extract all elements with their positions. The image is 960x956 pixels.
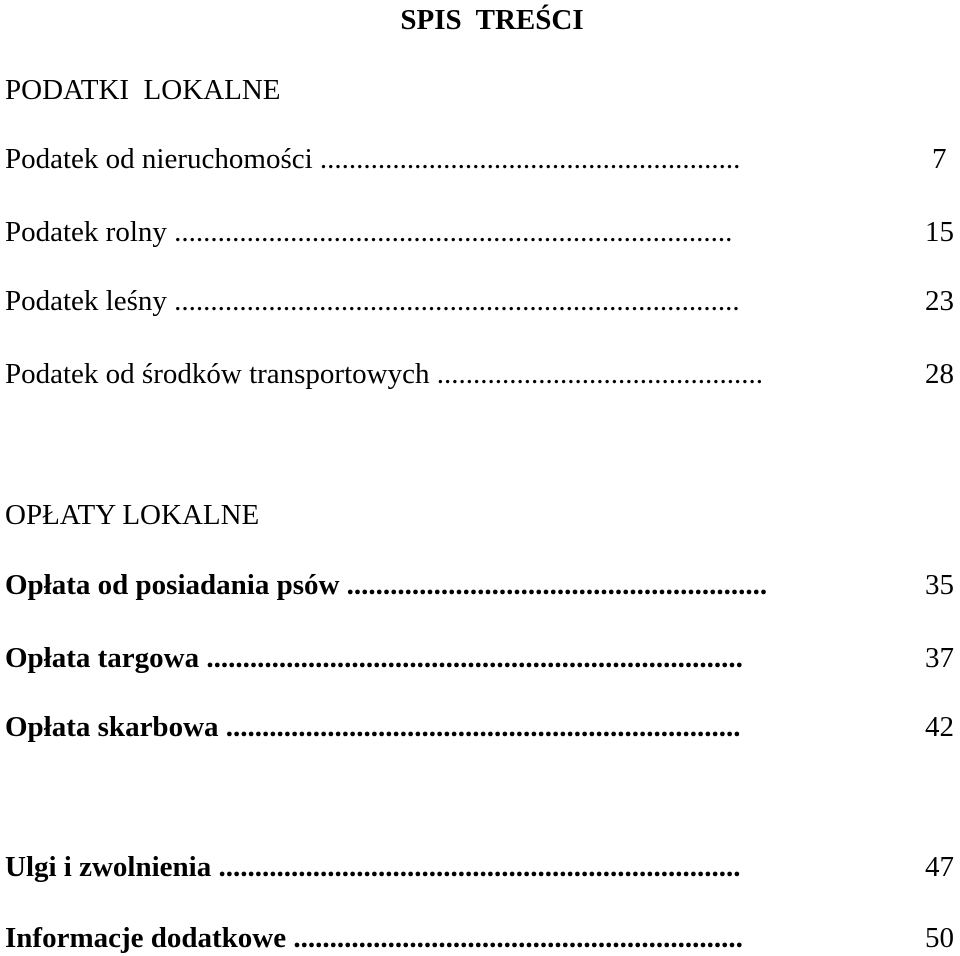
toc-entry-page: 28 (925, 358, 954, 390)
toc-entry-label: Ulgi i zwolnienia ........................................................................ (5, 851, 741, 883)
toc-entry-page: 37 (925, 642, 954, 674)
toc-entry-page: 7 (932, 143, 947, 175)
toc-entry-label: Podatek rolny ............................................................................. (5, 216, 733, 248)
toc-entry-label: Podatek leśny .............................................................................. (5, 285, 740, 317)
toc-entry-page: 15 (925, 216, 954, 248)
toc-entry-page: 47 (925, 851, 954, 883)
toc-entry-label: Opłata targowa .......................................................................... (5, 642, 743, 674)
toc-entry-page: 23 (925, 285, 954, 317)
toc-entry-page: 35 (925, 569, 954, 601)
toc-entry-label: Opłata skarbowa ....................................................................... (5, 711, 741, 743)
toc-entry-label: Podatek od nieruchomości .......................................................... (5, 143, 741, 175)
section-heading-podatki: PODATKI LOKALNE (5, 74, 281, 106)
toc-entry-page: 50 (925, 922, 954, 954)
toc-entry-label: Podatek od środków transportowych ............................................. (5, 358, 763, 390)
section-heading-oplaty: OPŁATY LOKALNE (5, 499, 260, 531)
toc-entry-label: Informacje dodatkowe .............................................................. (5, 922, 743, 954)
page-title: SPIS TREŚCI (400, 4, 584, 36)
toc-entry-page: 42 (925, 711, 954, 743)
toc-entry-label: Opłata od posiadania psów .......................................................... (5, 569, 768, 601)
